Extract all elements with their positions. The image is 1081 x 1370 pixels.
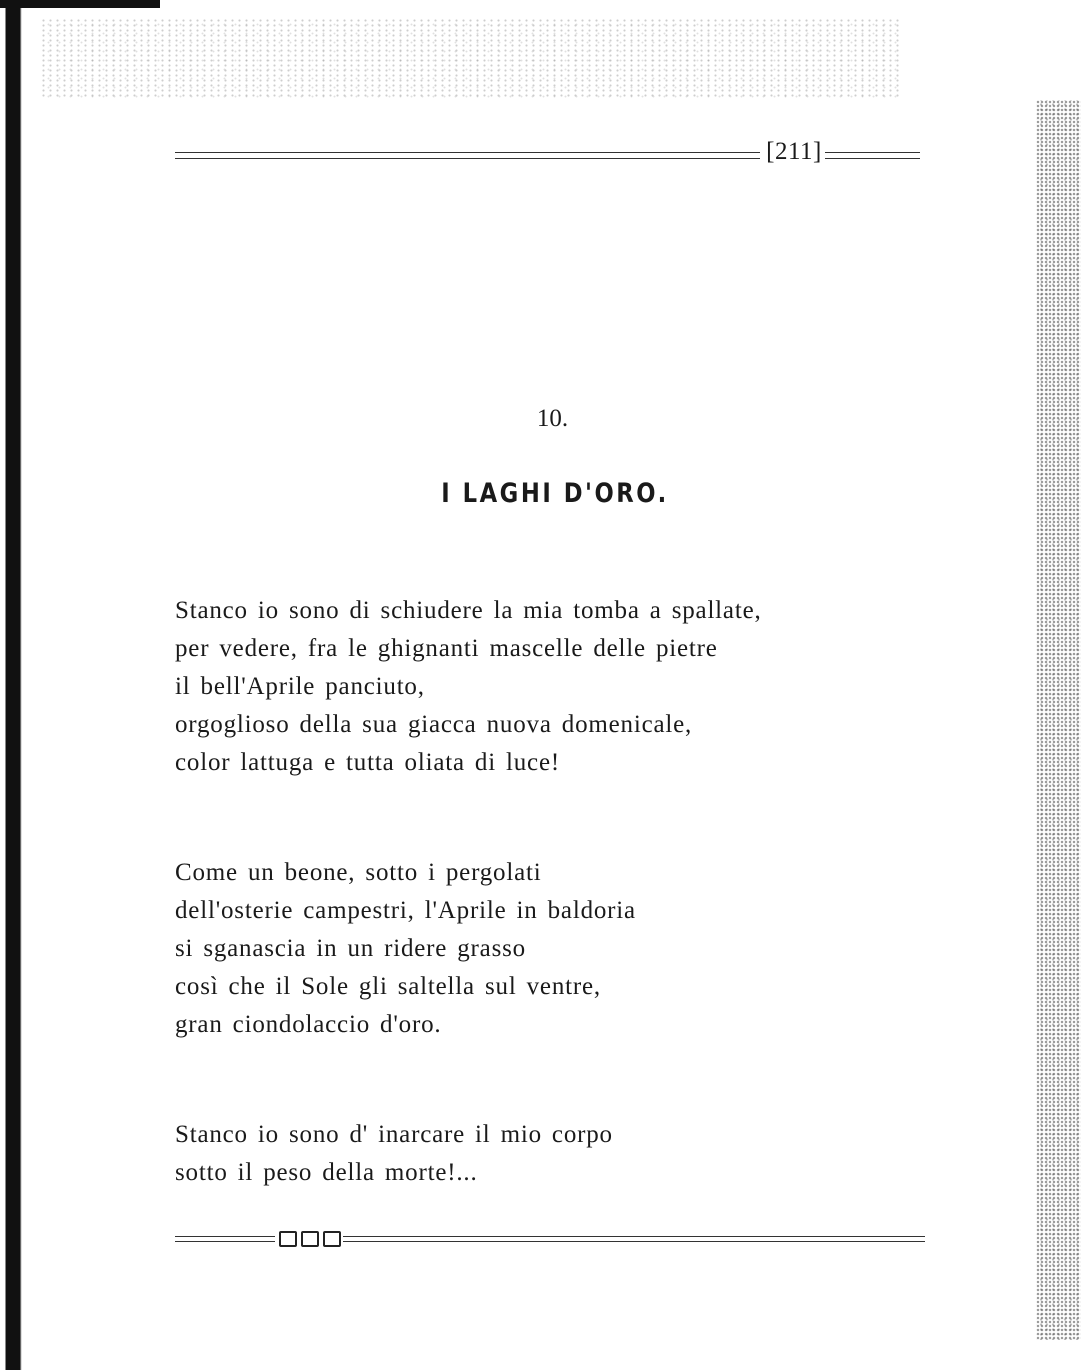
footer-rule-left [175,1236,275,1242]
footer-rule-right [343,1236,925,1242]
ornament-square [279,1231,297,1247]
poem-number: 10. [536,405,569,432]
header-rule-left [175,152,760,159]
footer-ornament [175,1229,930,1251]
poem-line: sotto il peso della morte!... [175,1159,478,1186]
poem-line: si sganascia in un ridere grasso [175,935,526,962]
scan-shadow-right [1036,100,1081,1340]
scan-top-edge [0,0,160,8]
poem-line: Stanco io sono di schiudere la mia tomba a spallate, [175,597,762,624]
poem-line: così che il Sole gli saltella sul ventre, [175,973,601,1000]
poem-line: Stanco io sono d' inarcare il mio corpo [175,1121,613,1148]
poem-line: dell'osterie campestri, l'Aprile in baldoria [175,897,636,924]
poem-line: gran ciondolaccio d'oro. [175,1011,442,1038]
ornament-squares [279,1231,341,1247]
poem-line: orgoglioso della sua giacca nuova domenicale, [175,711,693,738]
scan-binding-edge [0,0,22,1370]
poem-line: color lattuga e tutta oliata di luce! [175,749,560,776]
scan-noise-top [40,18,900,98]
poem-line: per vedere, fra le ghignanti mascelle delle pietre [175,635,718,662]
poem-title: I LAGHI D'ORO. [441,478,669,509]
page-number: [211] [766,138,822,165]
header-rule-right [825,152,920,159]
stanza-1 [175,592,895,782]
stanza-3 [175,1116,895,1192]
stanza-2 [175,854,895,1044]
poem-line: Come un beone, sotto i pergolati [175,859,542,886]
page-header [175,140,925,170]
poem-line: il bell'Aprile panciuto, [175,673,425,700]
ornament-square [323,1231,341,1247]
ornament-square [301,1231,319,1247]
